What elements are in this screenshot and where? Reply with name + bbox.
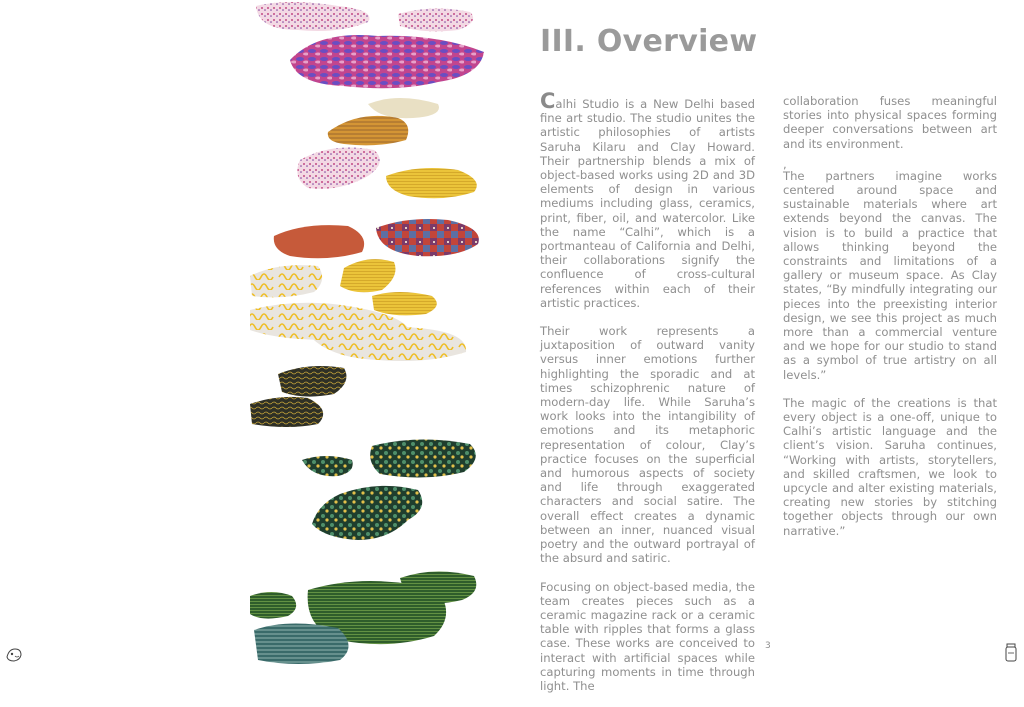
paragraph	[540, 89, 755, 310]
stray-mark: ,	[783, 156, 787, 171]
jar-icon	[1004, 643, 1018, 663]
artwork-collage	[248, 0, 496, 669]
collage-image	[248, 0, 496, 669]
paragraph: The partners imagine works centered around space and sustainable materials where art extends beyond the canvas. The vision is to build a practice that allows thinking beyond the constraints and limitations of a gallery or museum space. As Clay states, “By mindfully integrating our pieces into the preexisting interior design, we see this project as much more than a commercial venture and we hope for our studio to stand as a symbol of true artistry on all levels.”	[783, 168, 997, 382]
section-title: III. Overview	[540, 24, 758, 59]
paragraph: collaboration fuses meaningful stories into physical spaces forming deeper conversations between art and its environment.	[783, 94, 997, 151]
doodle-icon	[4, 645, 24, 663]
paragraph: The magic of the creations is that every object is a one-off, unique to Calhi’s artistic language and the client’s vision. Saruha continues, “Working with artists, storytellers, and skilled craftsmen, we look to upcycle and alter existing materials, creating new stories by stitching together objects through our own narrative.”	[783, 395, 997, 538]
page-number: 3	[765, 641, 771, 651]
paragraph: Focusing on object-based media, the team creates pieces such as a ceramic magazine rack or a ceramic table with ripples that forms a glass case. These works are conceived to interact with artificial spaces while capturing moments in time through light. The	[540, 579, 755, 693]
paragraph: Their work represents a juxtaposition of outward vanity versus inner emotions further highlighting the sporadic and at times schizophrenic nature of modern-day life. While Saruha’s work looks into the intangibility of emotions and its metaphoric representation of colour, Clay’s practice focuses on the superficial and humorous aspects of society and life through exaggerated characters and social satire. The overall effect creates a dynamic between an inner, nuanced visual poetry and the outward portrayal of the absurd and satiric.	[540, 324, 755, 566]
text-column-right	[783, 94, 997, 552]
drop-cap: C	[540, 89, 556, 113]
text-column-left	[540, 89, 755, 707]
paragraph-text: alhi Studio is a New Delhi based fine art studio. The studio unites the artistic philosophies of artists Saruha Kilaru and Clay Howard. Their partnership blends a mix of object-based works using 2D and 3D elements of design in various mediums including glass, ceramics, print, fiber, oil, and watercolor. Like the name “Calhi”, which is a portmanteau of California and Delhi, their collaborations signify the confluence of cross-cultural references within each of their artistic practices.	[540, 97, 755, 310]
